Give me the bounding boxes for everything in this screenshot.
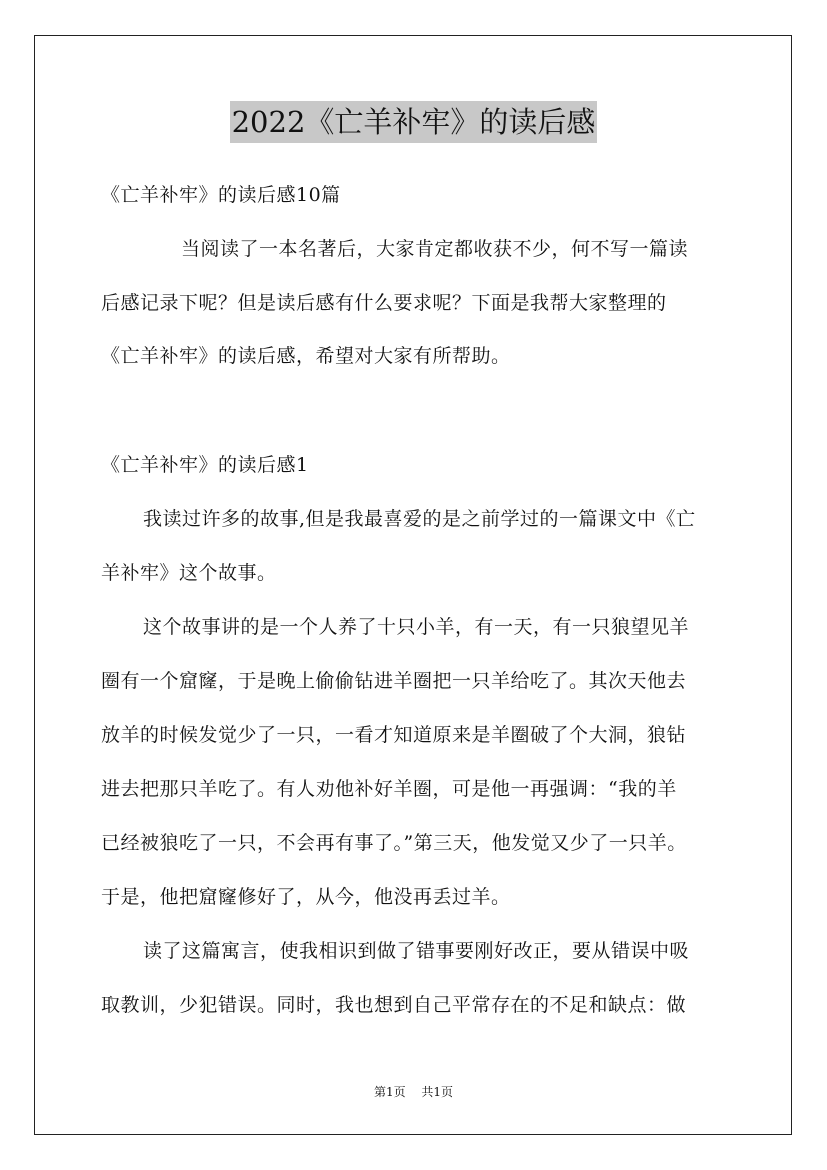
para1-line-2: 羊补牢》这个故事。 [101,562,277,584]
intro-line-3: 《亡羊补牢》的读后感，希望对大家有所帮助。 [101,345,511,367]
para2-line-2: 圈有一个窟窿，于是晚上偷偷钻进羊圈把一只羊给吃了。其次天他去 [101,670,687,692]
document-subtitle: 《亡羊补牢》的读后感10篇 [101,184,341,206]
para2-line-4: 进去把那只羊吃了。有人劝他补好羊圈，可是他一再强调：“我的羊 [101,778,677,800]
para2-line-1: 这个故事讲的是一个人养了十只小羊，有一天，有一只狼望见羊 [143,616,690,638]
section-heading: 《亡羊补牢》的读后感1 [101,454,309,476]
para2-line-6: 于是，他把窟窿修好了，从今，他没再丢过羊。 [101,886,511,908]
intro-line-1: 当阅读了一本名著后，大家肯定都收获不少，何不写一篇读 [181,238,689,260]
document-title: 2022《亡羊补牢》的读后感 [230,101,598,143]
para3-line-2: 取教训，少犯错误。同时，我也想到自己平常存在的不足和缺点：做 [101,994,687,1016]
page-number: 第1页 [374,1085,406,1099]
page-footer [0,1084,827,1100]
para2-line-3: 放羊的时候发觉少了一只，一看才知道原来是羊圈破了个大洞，狼钻 [101,724,687,746]
total-pages: 共1页 [421,1085,453,1099]
para2-line-5: 已经被狼吃了一只，不会再有事了。”第三天，他发觉又少了一只羊。 [101,832,687,854]
title-container [0,101,827,143]
para1-line-1: 我读过许多的故事,但是我最喜爱的是之前学过的一篇课文中《亡 [143,508,696,530]
intro-line-2: 后感记录下呢？但是读后感有什么要求呢？下面是我帮大家整理的 [101,292,667,314]
para3-line-1: 读了这篇寓言，使我相识到做了错事要刚好改正，要从错误中吸 [143,940,690,962]
